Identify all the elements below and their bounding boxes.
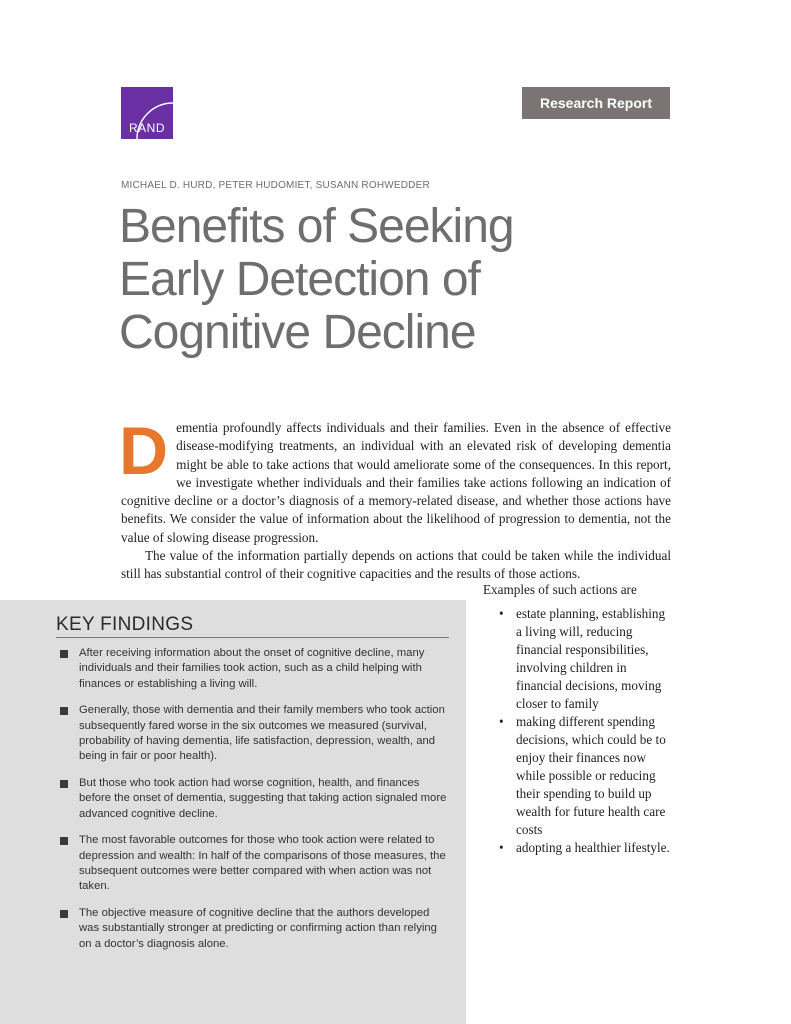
finding-item: The objective measure of cognitive decline that the authors developed was substantially stronger at predicting or confirming action than relying on a doctor’s diagnosis alone. — [56, 906, 449, 952]
authors: MICHAEL D. HURD, PETER HUDOMIET, SUSANN ROHWEDDER — [121, 180, 430, 191]
list-item: • adopting a healthier lifestyle. — [499, 840, 670, 855]
rand-logo — [121, 87, 173, 139]
bullet-icon: • — [499, 840, 504, 855]
key-findings-list — [56, 646, 449, 964]
square-bullet-icon — [60, 780, 68, 788]
list-item: • making different spending decisions, which could be to enjoy their finances now while possible or reducing their spending to build up wealth for future health care costs — [499, 714, 666, 837]
key-findings-divider — [56, 637, 449, 638]
report-title — [119, 200, 599, 359]
intro-paragraph: The value of the information partially depends on actions that could be taken while the individual still has substantial control of their cognitive capacities and the results of those actions. — [121, 548, 671, 582]
finding-item: The most favorable outcomes for those who took action were related to depression and wealth: In half of the comparisons of those measures, the subsequent outcomes were better compared with when action was not taken. — [56, 833, 449, 894]
finding-item: Generally, those with dementia and their family members who took action subsequently fared worse in the six outcomes we measured (survival, probability of having dementia, life satisfaction, depression, wealth, and being in fair or poor health). — [56, 703, 449, 764]
finding-item: After receiving information about the onset of cognitive decline, many individuals and their families took action, such as a child helping with finances or establishing a living will. — [56, 646, 449, 692]
square-bullet-icon — [60, 707, 68, 715]
title-line: Early Detection of — [119, 253, 480, 306]
report-type-badge: Research Report — [522, 87, 670, 119]
square-bullet-icon — [60, 650, 68, 658]
actions-list — [498, 605, 673, 857]
rand-logo-text: RAND — [128, 121, 165, 135]
key-findings-title: KEY FINDINGS — [56, 614, 194, 635]
bullet-icon: • — [499, 714, 504, 729]
intro-text — [119, 413, 671, 584]
square-bullet-icon — [60, 837, 68, 845]
title-line: Cognitive Decline — [119, 306, 476, 359]
intro-paragraph: ementia profoundly affects individuals and their families. Even in the absence of effective disease-modifying treatments, an individual with an elevated risk of developing dementia might be able to take actions that would ameliorate some of the consequences. In this report, we investigate whether individuals and their families take actions following an indication of cognitive decline or a doctor’s diagnosis of a memory-related disease, and whether those actions have benefits. We consider the value of information about the likelihood of progression to dementia, not the value of slowing disease progression. — [121, 420, 671, 545]
drop-cap: D — [119, 413, 169, 489]
list-item: • estate planning, establishing a living will, reducing financial responsibilities, involving children in financial decisions, moving closer to family — [499, 606, 666, 711]
finding-item: But those who took action had worse cognition, health, and finances before the onset of dementia, suggesting that taking action signaled more advanced cognitive decline. — [56, 776, 449, 822]
bullet-icon: • — [499, 606, 504, 621]
title-line: Benefits of Seeking — [119, 200, 514, 253]
examples-intro: Examples of such actions are — [483, 582, 637, 597]
square-bullet-icon — [60, 910, 68, 918]
